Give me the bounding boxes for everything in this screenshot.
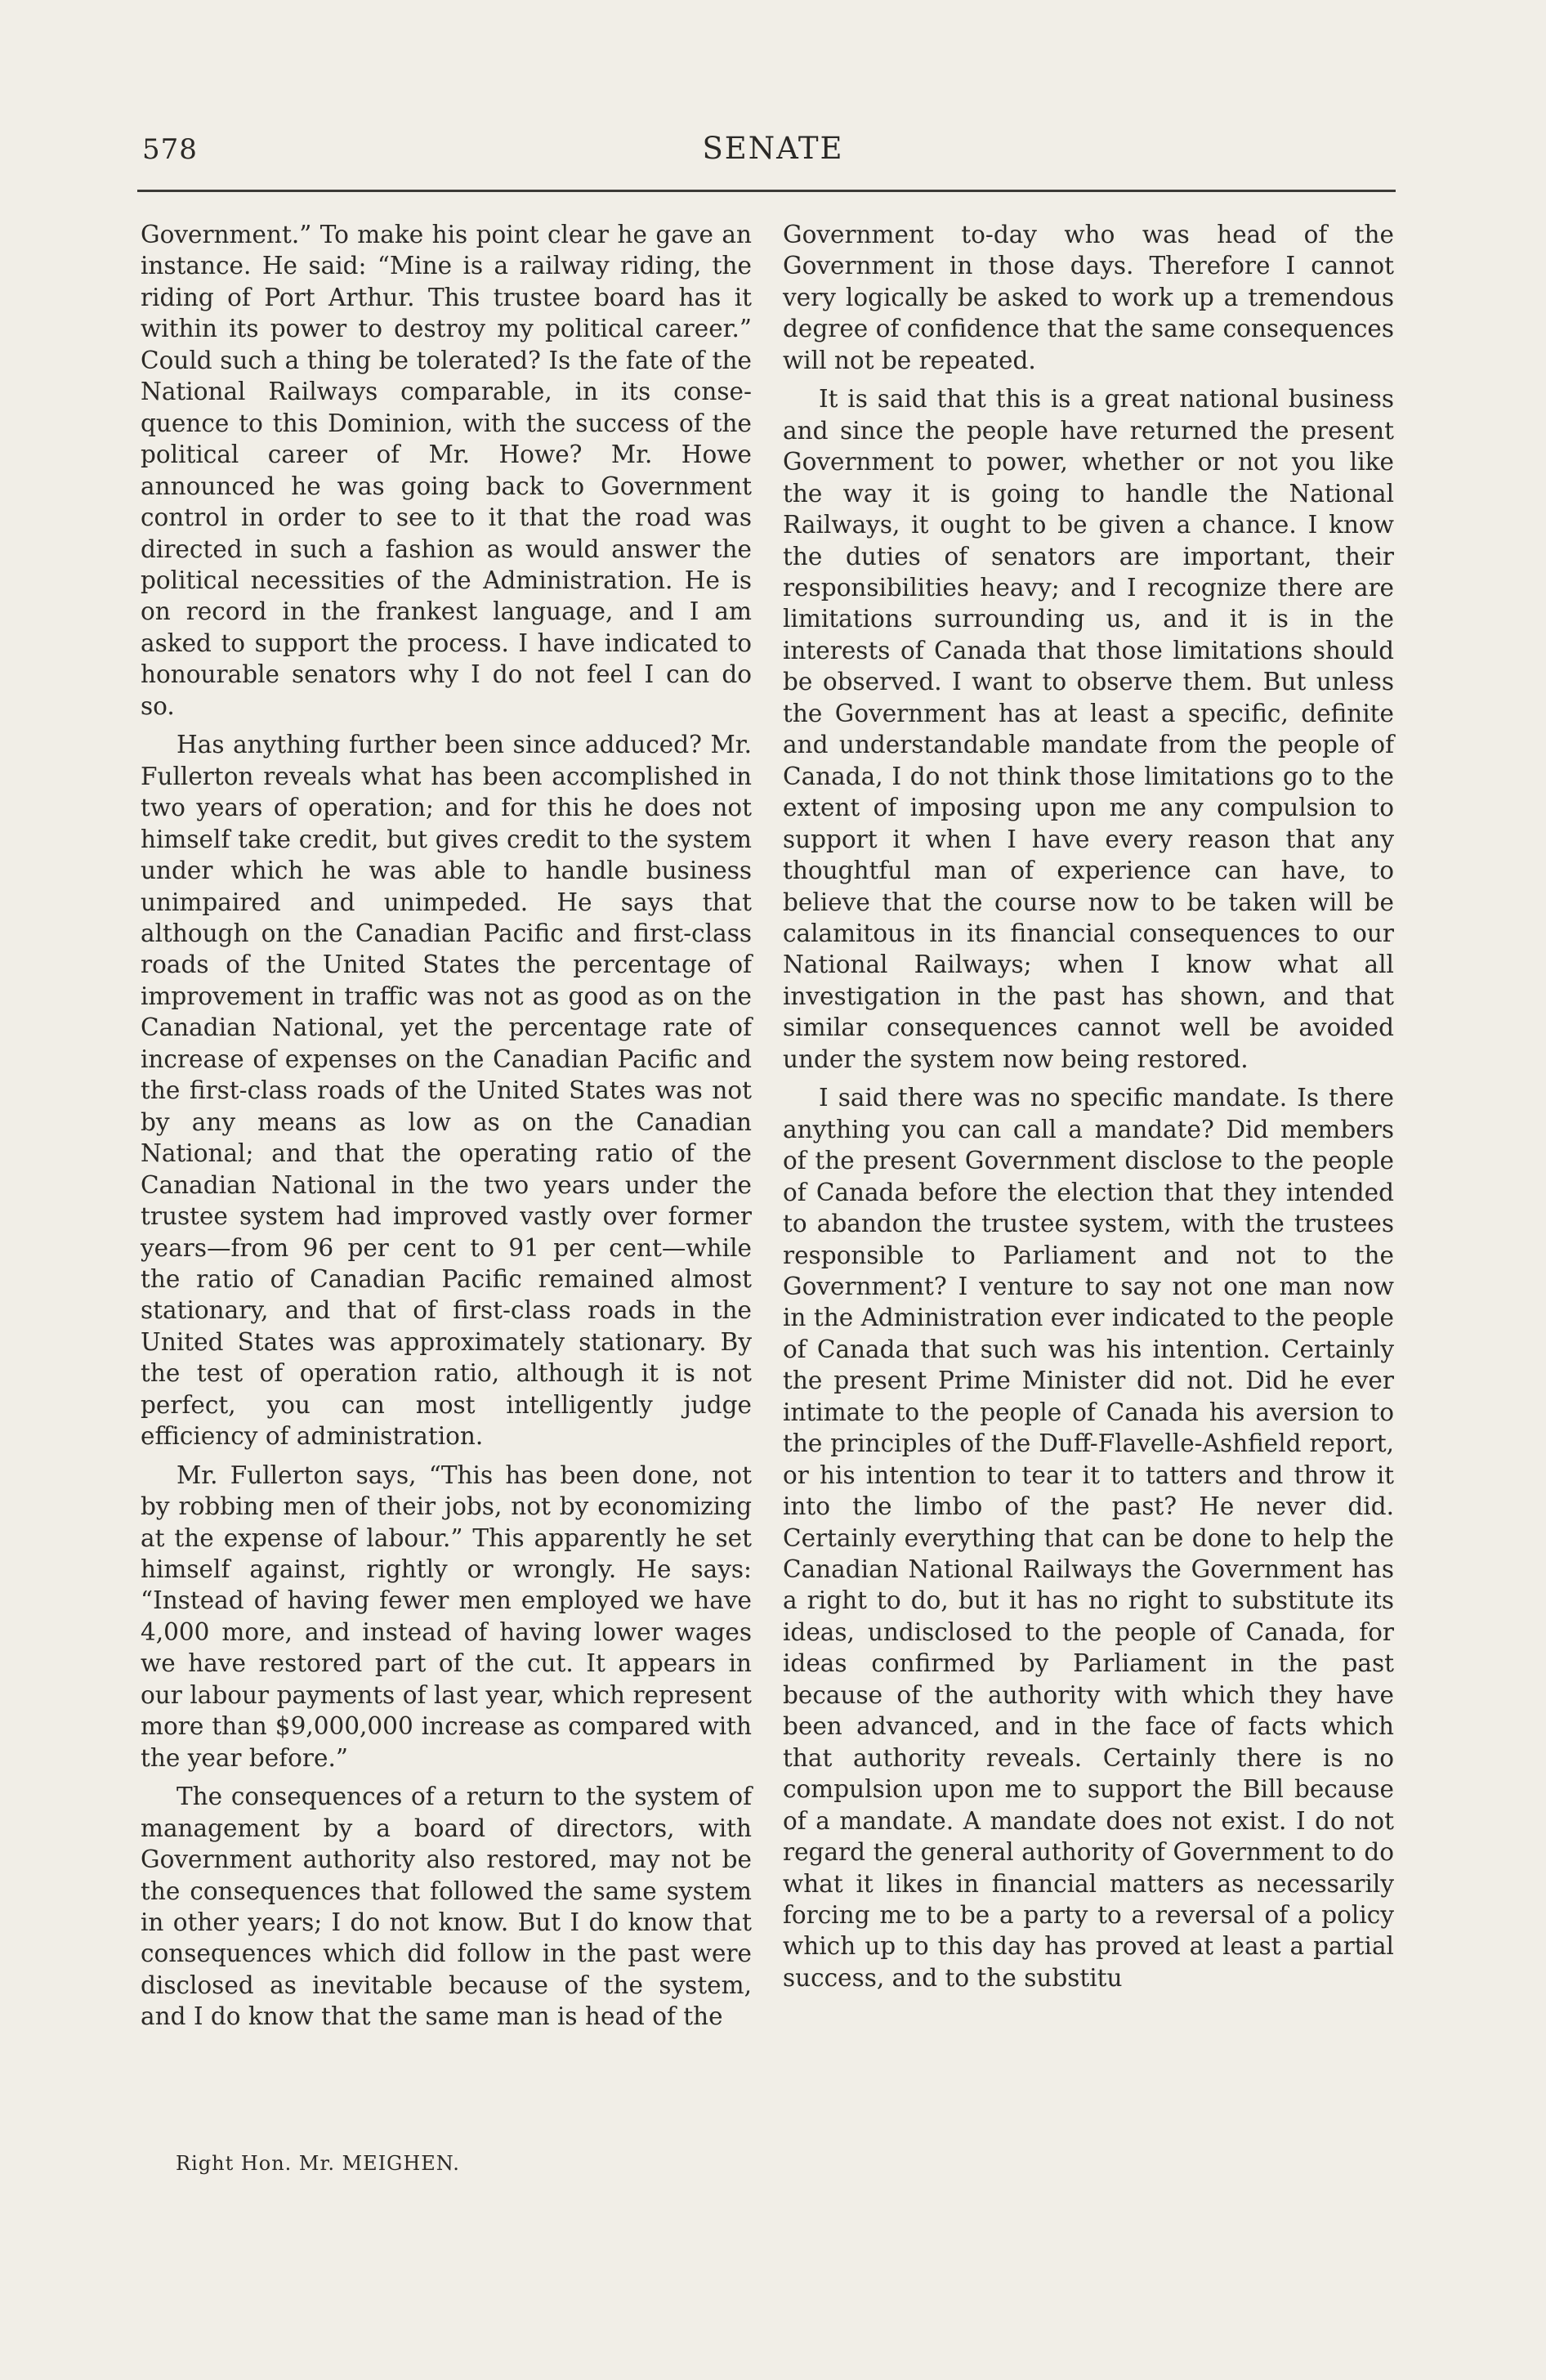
left-column <box>141 219 752 2033</box>
paragraph: Has anything further been since adduced? Mr. Fullerton reveals what has been accomplished in two years of operation; and for this he does not himself take credit, but gives credit to the system under which he was able to handle business unimpaired and unimpeded. He says that although on the Canadian Pacific and first-class roads of the United States the percentage of improvement in traffic was not as good as on the Canadian National, yet the percentage rate of increase of expenses on the Canadian Pacific and the first-class roads of the United States was not by any means as low as on the Canadian National; and that the operating ratio of the Canadian National in the two years under the trustee system had improved vastly over former years—from 96 per cent to 91 per cent—while the ratio of Canadian Pacific remained almost stationary, and that of first-class roads in the United States was approximately stationary. By the test of operation ratio, although it is not perfect, you can most intelligently judge efficiency of administration. <box>141 731 752 1451</box>
header-rule <box>137 190 1396 192</box>
paragraph: Government.” To make his point clear he gave an instance. He said: “Mine is a railway riding, the riding of Port Arthur. This trustee board has it within its power to destroy my political career.” Could such a thing be tolerated? Is the fate of the National Railways comparable, in its consequence to this Dominion, with the success of the political career of Mr. Howe? Mr. Howe announced he was going back to Government control in order to see to it that the road was directed in such a fashion as would answer the political necessities of the Administration. He is on record in the frankest language, and I am asked to support the process. I have indicated to honourable senators why I do not feel I can do so. <box>141 221 752 720</box>
right-column <box>783 219 1394 1993</box>
page-number: 578 <box>142 133 198 166</box>
paragraph: It is said that this is a great national business and since the people have returned the present Government to power, whether or not you like the way it is going to handle the National Railways, it ought to be given a chance. I know the duties of senators are important, their responsibilities heavy; and I recognize there are limitations surrounding us, and it is in the interests of Canada that those limitations should be observed. I want to observe them. But unless the Government has at least a specific, definite and understandable mandate from the people of Canada, I do not think those limitations go to the extent of imposing upon me any compulsion to support it when I have every reason that any thoughtful man of experience can have, to believe that the course now to be taken will be calamitous in its financial consequences to our National Railways; when I know what all investigation in the past has shown, and that similar consequences cannot well be avoided under the system now being restored. <box>783 385 1394 1073</box>
speaker-attribution: Right Hon. Mr. MEIGHEN. <box>176 2152 460 2175</box>
paragraph: The consequences of a return to the system of management by a board of directors, with Government authority also restored, may not be the consequences that followed the same system in other years; I do not know. But I do know that consequences which did follow in the past were disclosed as inevitable because of the system, and I do know that the same man is head of the <box>141 1783 752 2031</box>
running-head: SENATE <box>702 131 844 166</box>
paragraph: Government to-day who was head of the Government in those days. Therefore I cannot very logically be asked to work up a tremendous degree of confidence that the same consequences will not be repeated. <box>783 221 1394 374</box>
paragraph: Mr. Fullerton says, “This has been done, not by robbing men of their jobs, not by economizing at the expense of labour.” This apparently he set himself against, rightly or wrongly. He says: “Instead of having fewer men employed we have 4,000 more, and instead of having lower wages we have restored part of the cut. It appears in our labour payments of last year, which represent more than $9,000,000 increase as compared with the year before.” <box>141 1461 752 1772</box>
paragraph: I said there was no specific mandate. Is there anything you can call a mandate? Did members of the present Government disclose to the people of Canada before the election that they intended to abandon the trustee system, with the trustees responsible to Parliament and not to the Government? I venture to say not one man now in the Administration ever indicated to the people of Canada that such was his intention. Certainly the present Prime Minister did not. Did he ever intimate to the people of Canada his aversion to the principles of the Duff-Flavelle-Ashfield report, or his intention to tear it to tatters and throw it into the limbo of the past? He never did. Certainly everything that can be done to help the Canadian National Railways the Government has a right to do, but it has no right to substitute its ideas, undisclosed to the people of Canada, for ideas confirmed by Parliament in the past because of the authority with which they have been advanced, and in the face of facts which that authority reveals. Certainly there is no compulsion upon me to support the Bill because of a mandate. A mandate does not exist. I do not regard the general authority of Government to do what it likes in financial matters as necessarily forcing me to be a party to a reversal of a policy which up to this day has proved at least a partial success, and to the substitu <box>783 1084 1394 1992</box>
